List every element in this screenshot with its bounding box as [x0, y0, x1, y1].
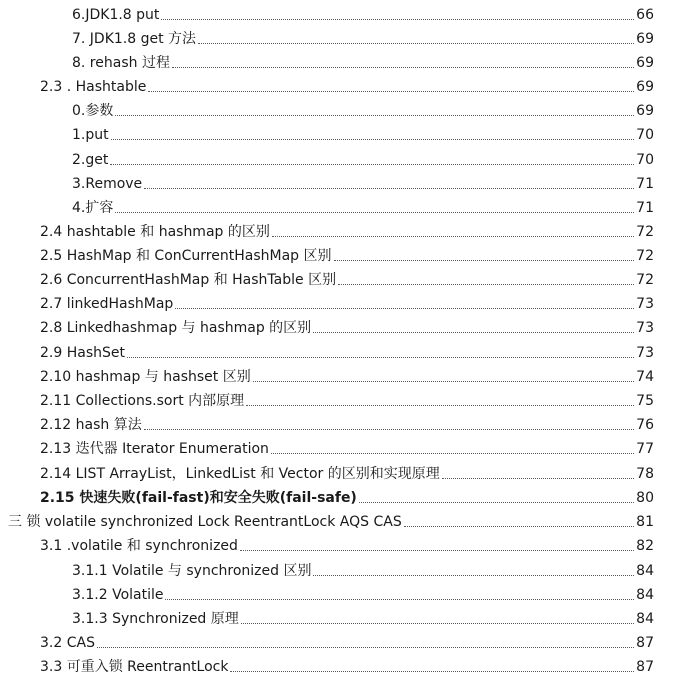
toc-entry-page: 84: [636, 611, 654, 627]
toc-entry-page: 84: [636, 563, 654, 579]
dot-leader: [148, 90, 634, 92]
dot-leader: [115, 114, 634, 116]
toc-entry-page: 69: [636, 103, 654, 119]
toc-entry-page: 72: [636, 248, 654, 264]
toc-entry-label: 2.8 Linkedhashmap 与 hashmap 的区别: [40, 320, 312, 336]
dot-leader: [271, 452, 634, 454]
toc-entry-label: 2.11 Collections.sort 内部原理: [40, 393, 245, 409]
toc-entry-page: 73: [636, 345, 654, 361]
toc-entry-label: 2.4 hashtable 和 hashmap 的区别: [40, 224, 270, 240]
dot-leader: [272, 235, 634, 237]
dot-leader: [313, 574, 634, 576]
toc-entry-label: 3.3 可重入锁 ReentrantLock: [40, 659, 229, 675]
toc-entry-label: 2.9 HashSet: [40, 345, 125, 361]
toc-entry-page: 87: [636, 659, 654, 675]
toc-entry-page: 74: [636, 369, 654, 385]
toc-entry-label: 3.Remove: [72, 176, 143, 192]
toc-entry-page: 76: [636, 417, 654, 433]
toc-entry-label: 2.14 LIST ArrayList，LinkedList 和 Vector 的区别和实现原理: [40, 466, 440, 482]
toc-entry-page: 75: [636, 393, 654, 409]
dot-leader: [172, 66, 634, 68]
toc-entry[interactable]: [40, 410, 654, 434]
toc-entry-page: 71: [636, 176, 654, 192]
toc-entry-label: 2.3 . Hashtable: [40, 79, 147, 95]
toc-entry[interactable]: [72, 0, 654, 24]
dot-leader: [442, 477, 634, 479]
toc-entry[interactable]: [72, 169, 654, 193]
toc-entry-page: 80: [636, 490, 654, 506]
toc-entry-label: 8. rehash 过程: [72, 55, 170, 71]
dot-leader: [338, 283, 634, 285]
toc-entry-label: 2.15 快速失败(fail-fast)和安全失败(fail-safe): [40, 490, 357, 506]
dot-leader: [115, 211, 634, 213]
toc-entry-label: 3.2 CAS: [40, 635, 95, 651]
dot-leader: [97, 646, 634, 648]
toc-entry-page: 73: [636, 320, 654, 336]
toc-entry[interactable]: [40, 313, 654, 337]
dot-leader: [404, 525, 634, 527]
toc-entry-page: 84: [636, 587, 654, 603]
toc-entry[interactable]: [40, 652, 654, 676]
toc-entry-label: 3.1 .volatile 和 synchronized: [40, 538, 238, 554]
toc-entry-page: 82: [636, 538, 654, 554]
toc-entry[interactable]: [40, 483, 654, 507]
dot-leader: [240, 549, 634, 551]
toc-entry[interactable]: [40, 531, 654, 555]
toc-entry-label: 4.扩容: [72, 200, 114, 216]
toc-entry-label: 2.12 hash 算法: [40, 417, 142, 433]
toc-entry-page: 69: [636, 55, 654, 71]
toc-entry-page: 69: [636, 31, 654, 47]
toc-entry[interactable]: [40, 386, 654, 410]
toc-entry[interactable]: [40, 459, 654, 483]
toc-entry-page: 72: [636, 224, 654, 240]
toc-entry-page: 71: [636, 200, 654, 216]
dot-leader: [334, 259, 635, 261]
toc-entry[interactable]: [40, 72, 654, 96]
dot-leader: [230, 670, 634, 672]
toc-entry-page: 77: [636, 441, 654, 457]
toc-entry-label: 三 锁 volatile synchronized Lock ReentrantLock AQS CAS: [8, 514, 402, 530]
dot-leader: [144, 187, 634, 189]
toc-entry-label: 1.put: [72, 127, 109, 143]
dot-leader: [111, 138, 634, 140]
toc-entry-label: 2.get: [72, 152, 109, 168]
toc-entry-label: 6.JDK1.8 put: [72, 7, 160, 23]
toc-entry-label: 0.参数: [72, 103, 114, 119]
toc-entry[interactable]: [40, 338, 654, 362]
toc-entry[interactable]: [40, 241, 654, 265]
toc-entry[interactable]: [72, 120, 654, 144]
toc-entry[interactable]: [72, 193, 654, 217]
toc-entry-page: 70: [636, 127, 654, 143]
toc-entry-label: 2.6 ConcurrentHashMap 和 HashTable 区别: [40, 272, 337, 288]
toc-entry[interactable]: [40, 265, 654, 289]
dot-leader: [246, 404, 634, 406]
toc-entry[interactable]: [72, 145, 654, 169]
toc-entry[interactable]: [72, 604, 654, 628]
dot-leader: [165, 598, 634, 600]
toc-entry-page: 87: [636, 635, 654, 651]
toc-entry-label: 3.1.3 Synchronized 原理: [72, 611, 239, 627]
toc-entry[interactable]: [40, 289, 654, 313]
toc-entry[interactable]: [40, 628, 654, 652]
toc-entry[interactable]: [8, 507, 654, 531]
dot-leader: [161, 18, 634, 20]
toc-entry-label: 3.1.1 Volatile 与 synchronized 区别: [72, 563, 312, 579]
toc-entry[interactable]: [72, 580, 654, 604]
toc-entry-page: 73: [636, 296, 654, 312]
toc-entry[interactable]: [40, 217, 654, 241]
dot-leader: [175, 307, 634, 309]
toc-entry[interactable]: [72, 24, 654, 48]
dot-leader: [144, 428, 634, 430]
dot-leader: [359, 501, 634, 503]
toc-entry[interactable]: [40, 434, 654, 458]
toc-entry[interactable]: [72, 556, 654, 580]
dot-leader: [241, 622, 634, 624]
dot-leader: [110, 163, 634, 165]
dot-leader: [313, 331, 634, 333]
toc-entry-label: 2.13 迭代器 Iterator Enumeration: [40, 441, 269, 457]
toc-entry-page: 70: [636, 152, 654, 168]
toc-entry[interactable]: [72, 48, 654, 72]
toc-entry[interactable]: [40, 362, 654, 386]
dot-leader: [198, 42, 634, 44]
toc-entry-label: 7. JDK1.8 get 方法: [72, 31, 197, 47]
toc-entry-label: 3.1.2 Volatile: [72, 587, 164, 603]
toc-entry-page: 81: [636, 514, 654, 530]
toc-entry-label: 2.7 linkedHashMap: [40, 296, 174, 312]
dot-leader: [127, 356, 634, 358]
dot-leader: [253, 380, 634, 382]
toc-entry-page: 78: [636, 466, 654, 482]
toc-entry-page: 66: [636, 7, 654, 23]
toc-entry-page: 72: [636, 272, 654, 288]
toc-entry-label: 2.5 HashMap 和 ConCurrentHashMap 区别: [40, 248, 332, 264]
toc-entry[interactable]: [72, 96, 654, 120]
toc-entry-label: 2.10 hashmap 与 hashset 区别: [40, 369, 251, 385]
toc-entry-page: 69: [636, 79, 654, 95]
